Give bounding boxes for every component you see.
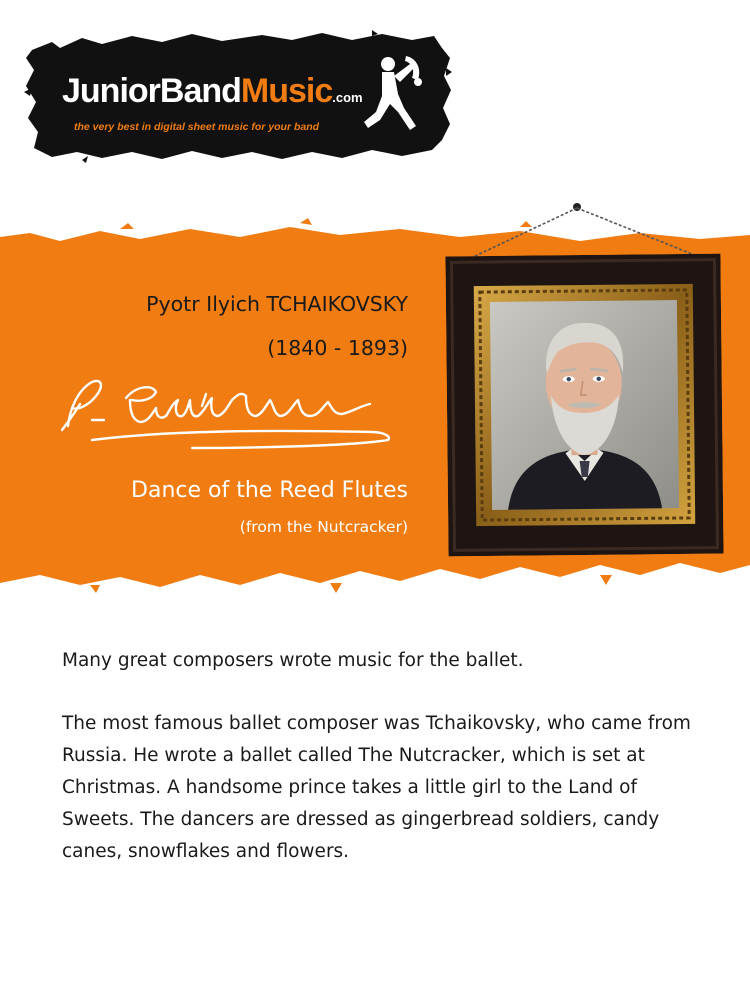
piece-title: Dance of the Reed Flutes: [131, 478, 408, 503]
portrait-frame: [445, 254, 723, 557]
logo-band-text: Band: [159, 72, 241, 110]
composer-signature: [52, 370, 412, 470]
body-paragraph-2: The most famous ballet composer was Tchaikovsky, who came from Russia. He wrote a ballet called The Nutcracker, which is set at Christmas. A handsome prince takes a little girl to the Land of Sweets. The dancers are dressed as gingerbread soldiers, candy canes, snowflakes and flowers.: [62, 713, 691, 862]
logo-tagline: the very best in digital sheet music for your band: [74, 121, 320, 133]
body-paragraph-1: Many great composers wrote music for the ballet.: [62, 650, 524, 671]
logo-wordmark: [62, 74, 363, 108]
logo[interactable]: [22, 28, 452, 163]
composer-portrait: [445, 254, 723, 557]
logo-junior-text: Junior: [62, 72, 160, 110]
logo-com-text: .com: [332, 90, 363, 105]
composer-name: Pyotr Ilyich TCHAIKOVSKY: [146, 292, 408, 316]
body-text: [62, 645, 712, 899]
saxophone-player-icon: [360, 50, 430, 140]
composer-dates: (1840 - 1893): [267, 336, 408, 360]
piece-subtitle: (from the Nutcracker): [239, 518, 408, 536]
logo-music-text: Music: [240, 72, 333, 110]
